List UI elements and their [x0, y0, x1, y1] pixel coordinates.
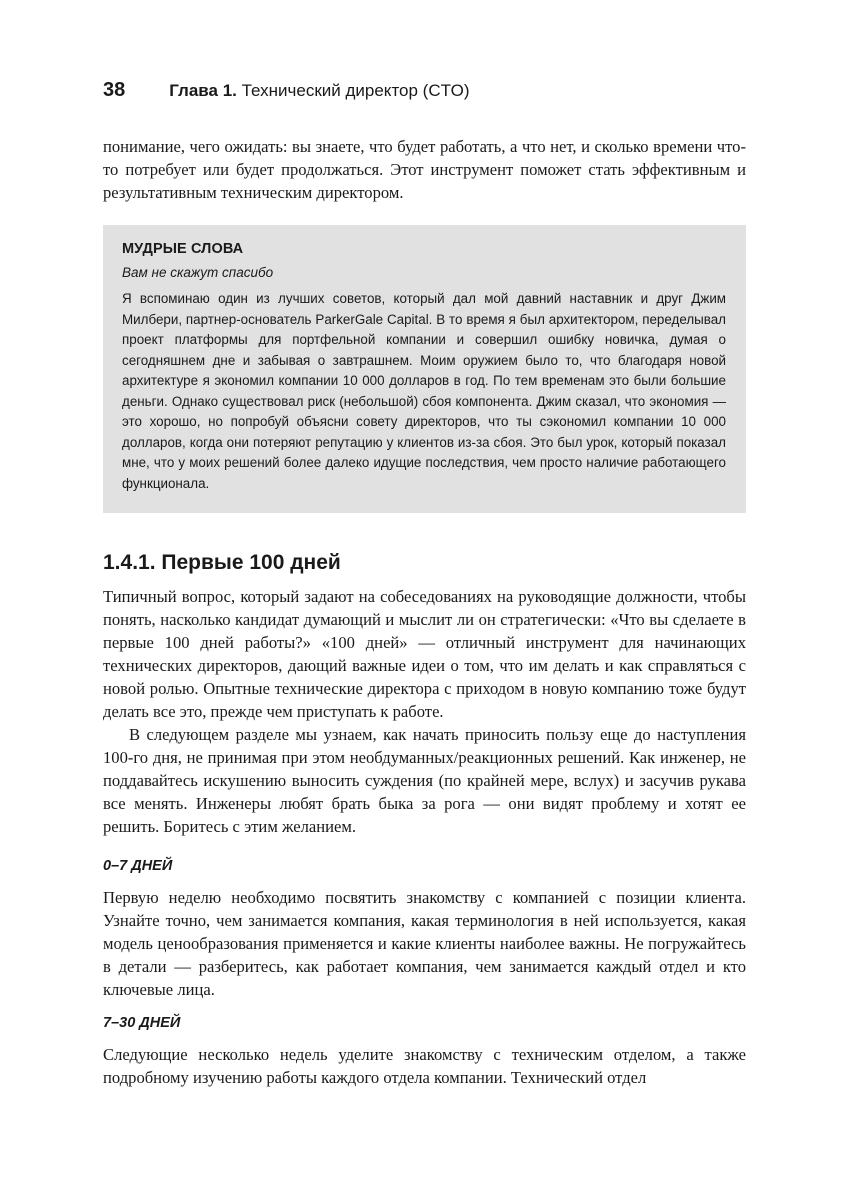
section-paragraph-2: В следующем разделе мы узнаем, как начать приносить пользу еще до наступления 100-го дня, не принимая при этом необдуманных/реакционных решений. Как инженер, не поддавайтесь искушению выносить суждения (по крайней мере, вслух) и засучив рукава все менять. Инженеры любят брать быка за рога — они видят проблему и хотят ее решить. Боритесь с этим желанием.: [103, 725, 746, 836]
subsection-heading-7-30: 7–30 ДНЕЙ: [103, 1015, 181, 1031]
section-paragraph-1: Типичный вопрос, который задают на собеседованиях на руководящие должности, чтобы понять, насколько кандидат думающий и мыслит ли он стратегически: «Что вы сделаете в первые 100 дней работы?» «100 дней» — отличный инструмент для начинающих технических директоров, дающий важные идеи о том, что им делать и как справляться с новой ролью. Опытные технические директора с приходом в новую компанию тоже будут делать все это, прежде чем приступать к работе.: [103, 587, 746, 721]
section-body: [103, 585, 746, 838]
page-number: 38: [103, 79, 126, 101]
sidebar-subtitle: Вам не скажут спасибо: [122, 265, 274, 280]
chapter-name: Технический директор (CTO): [241, 81, 470, 100]
sidebar-title: МУДРЫЕ СЛОВА: [122, 241, 244, 257]
subsection-heading-0-7: 0–7 ДНЕЙ: [103, 858, 173, 874]
chapter-label: Глава 1.: [169, 81, 237, 100]
section-heading: 1.4.1. Первые 100 дней: [103, 551, 341, 574]
running-head: [103, 78, 746, 103]
subsection-paragraph-0-7: Первую неделю необходимо посвятить знакомству с компанией с позиции клиента. Узнайте точно, чем занимается компания, какая терминология в ней используется, какая модель ценообразования применяется и какие клиенты наиболее важны. Не погружайтесь в детали — разберитесь, как работает компания, чем занимается каждый отдел и кто ключевые лица.: [103, 888, 746, 999]
intro-paragraph: понимание, чего ожидать: вы знаете, что будет работать, а что нет, и сколько времени что-то потребует или будет продолжаться. Этот инструмент поможет стать эффективным и результативным техническим директором.: [103, 137, 746, 202]
subsection-paragraph-7-30: Следующие несколько недель уделите знакомству с техническим отделом, а также подробному изучению работы каждого отдела компании. Технический отдел: [103, 1045, 746, 1087]
sidebar-body: Я вспоминаю один из лучших советов, который дал мой давний наставник и друг Джим Милбери, партнер-основатель ParkerGale Capital. В то время я был архитектором, переделывал проект платформы для портфельной компании и совершил ошибку новичка, думая о сегодняшнем дне и забывая о завтрашнем. Моим оружием было то, что благодаря новой архитектуре я экономил компании 10 000 долларов в год. По тем временам это были большие деньги. Однако существовал риск (небольшой) сбоя компонента. Джим сказал, что экономия — это хорошо, но попробуй объясни совету директоров, что ты сэкономил компании 10 000 долларов, когда они потеряют репутацию у клиентов из-за сбоя. Это был урок, который показал мне, что у моих решений более далеко идущие последствия, чем просто наличие работающего функционала.: [122, 291, 726, 491]
wise-words-sidebar: [103, 225, 746, 513]
